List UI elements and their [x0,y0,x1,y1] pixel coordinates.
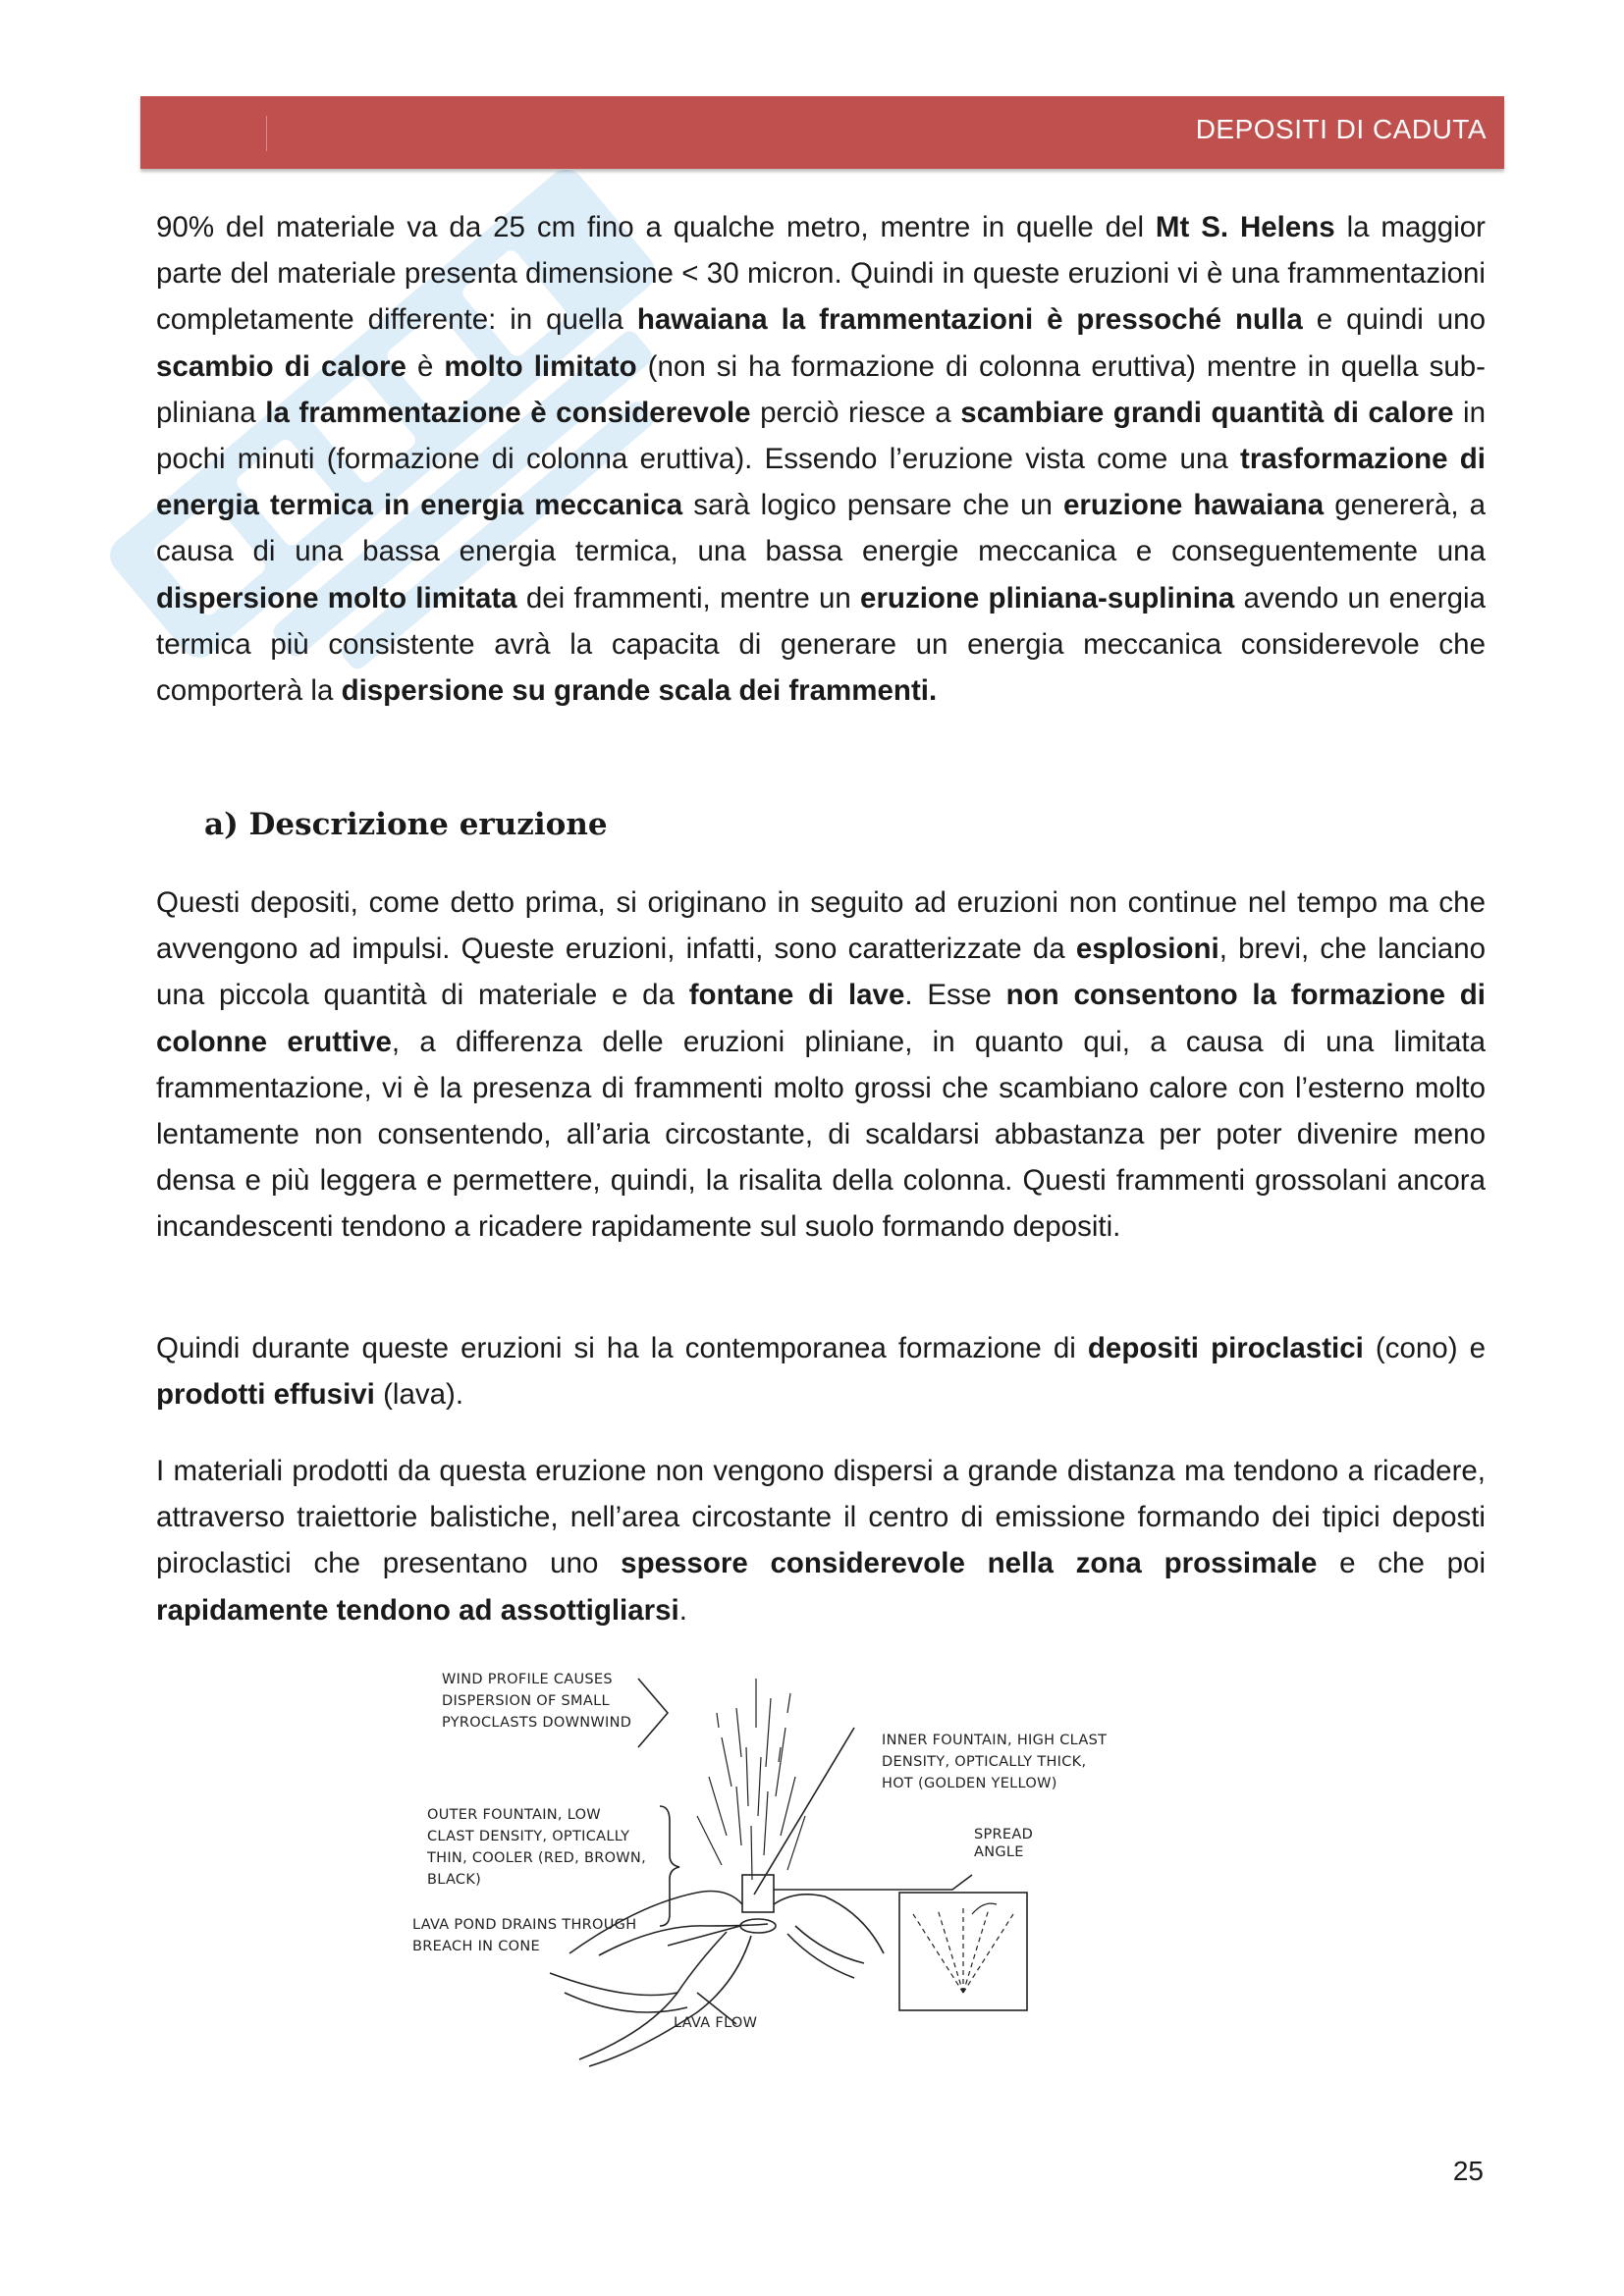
text-run: . [678,1593,687,1627]
paragraph-3 [156,1325,1486,1417]
text-run: I materiali prodotti da questa eruzione non vengono dispersi a grande distanza ma tendono a ricadere, attraverso traiettorie balistiche, nell’area circostante il centro di emissione formando dei tipici deposti piroclastici che presentano uno [156,1455,1486,1580]
label-lava-flow: LAVA FLOW [674,2015,758,2031]
bold-run: scambiare grandi quantità di calore [960,396,1454,429]
header-title: DEPOSITI DI CADUTA [1195,114,1487,144]
text-run: 90% del materiale va da 25 cm fino a qualche metro, mentre in quelle del [156,211,1156,243]
bold-run: spessore considerevole nella zona prossimale [621,1547,1318,1580]
text-run: dei frammenti, mentre un [516,581,861,614]
bold-run: Mt S. Helens [1155,211,1335,243]
text-run: la maggior parte del materiale presenta dimensione < 30 micron. Quindi in queste eruzioni vi è una frammentazioni completamente differente: in quella [156,211,1486,337]
text-run: genererà, a causa di una bassa energia termica, una bassa energie meccanica e conseguentemente una [156,489,1486,568]
text-run: Questi depositi, come detto prima, si originano in seguito ad eruzioni non continue nel tempo ma che avvengono ad impulsi. Queste eruzioni, infatti, sono caratterizzate da [156,886,1486,966]
text-run: Quindi durante queste eruzioni si ha la contemporanea formazione di [156,1332,1088,1364]
paragraph-4 [156,1448,1486,1633]
bold-run: eruzione pliniana-suplinina [860,581,1235,614]
bold-run: dispersione molto limitata [156,581,517,614]
text-run: . Esse [904,979,1006,1012]
text-run: , a differenza delle eruzioni pliniane, in quanto qui, a causa di una limitata frammentazione, vi è la presenza di frammenti molto grossi che scambiano calore con l’esterno molto lentamente non consentendo, all’aria circostante, di scaldarsi abbastanza per poter divenire meno densa e più leggera e permettere, quindi, la risalita della colonna. Questi frammenti grossolani ancora incandescenti tendono a ricadere rapidamente sul suolo formando depositi. [156,1025,1486,1244]
bold-run: esplosioni [1075,933,1219,966]
text-run: in pochi minuti (formazione di colonna eruttiva). Essendo l’eruzione vista come una [156,396,1487,476]
bold-run: molto limitato [444,349,637,383]
text-run: , brevi, che lanciano una piccola quantità di materiale e da [156,933,1487,1012]
text-run: perciò riesce a [750,396,961,429]
bold-run: prodotti effusivi [156,1378,375,1412]
section-heading: a) Descrizione eruzione [204,807,608,842]
label-spread-angle: SPREAD ANGLE [974,1827,1034,1860]
text-run: e quindi uno [1302,303,1486,337]
text-run: (non si ha formazione di colonna eruttiva) mentre in quella sub-pliniana [156,349,1486,429]
header-divider [266,116,267,151]
paragraph-2 [156,880,1486,1251]
text-run: sarà logico pensare che un [682,489,1063,522]
text-run: e che poi [1317,1547,1487,1580]
hawaiian-eruption-diagram [403,1669,1129,2071]
bold-run: dispersione su grande scala dei frammenti. [341,674,938,708]
bold-run: eruzione hawaiana [1063,489,1325,522]
bold-run: trasformazione di energia termica in energia meccanica [156,443,1486,522]
text-run: è [406,349,445,383]
text-run: (lava). [374,1378,464,1412]
label-outer-fountain: OUTER FOUNTAIN, LOW CLAST DENSITY, OPTICALLY THIN, COOLER (RED, BROWN, BLACK) [427,1807,646,1888]
bold-run: rapidamente tendono ad assottigliarsi [156,1593,679,1627]
bold-run: la frammentazione è considerevole [265,396,751,429]
bold-run: scambio di calore [156,349,406,383]
page-header [140,96,1504,169]
bold-run: hawaiana la frammentazioni è pressoché nulla [636,303,1303,337]
text-run: avendo un energia termica più consistente avrà la capacita di generare un energia meccanica considerevole che comporterà la [156,581,1486,708]
bold-run: fontane di lave [688,979,905,1012]
label-inner-fountain: INNER FOUNTAIN, HIGH CLAST DENSITY, OPTICALLY THICK, HOT (GOLDEN YELLOW) [882,1733,1108,1791]
label-wind-profile: WIND PROFILE CAUSES DISPERSION OF SMALL PYROCLASTS DOWNWIND [442,1672,632,1731]
bold-run: non consentono la formazione di colonne eruttive [156,979,1487,1058]
paragraph-1 [156,204,1486,714]
text-run: (cono) e [1363,1332,1486,1364]
page-number: 25 [1452,2156,1484,2186]
bold-run: depositi piroclastici [1087,1332,1364,1364]
label-lava-pond: LAVA POND DRAINS THROUGH BREACH IN CONE [412,1917,637,1954]
